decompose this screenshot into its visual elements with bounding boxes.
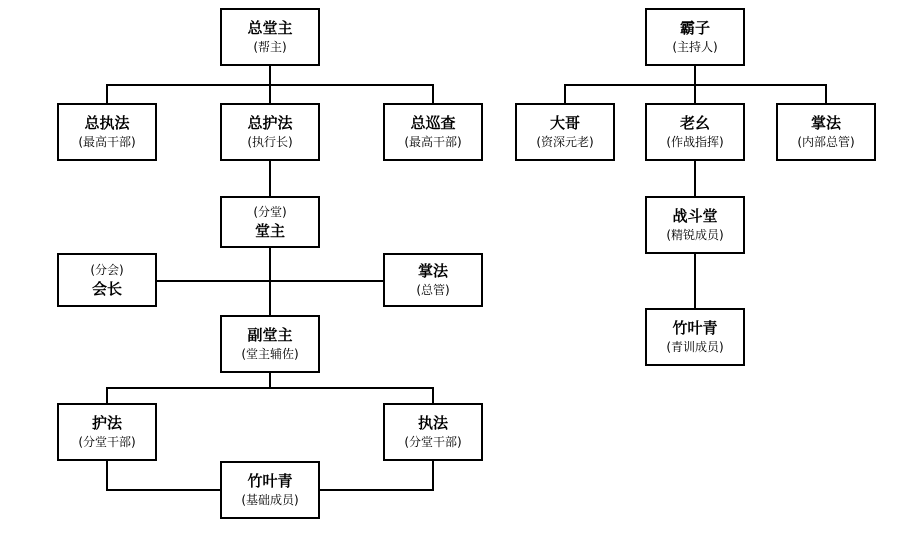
connector-line (694, 161, 696, 196)
node-title: 老幺 (679, 114, 710, 132)
connector-line (694, 254, 696, 308)
node-title: 总执法 (84, 114, 130, 132)
node-zhuyeqing_l[interactable] (220, 461, 320, 519)
node-bazi[interactable] (645, 8, 745, 66)
connector-line (269, 161, 271, 196)
connector-line (564, 84, 566, 103)
node-zhandoutang[interactable] (645, 196, 745, 254)
node-zongzhifa[interactable] (57, 103, 157, 161)
connector-line (269, 66, 271, 84)
node-huizhang[interactable] (57, 253, 157, 307)
node-subtitle: (青训成员) (666, 340, 724, 354)
node-title: 霸子 (679, 19, 710, 37)
connector-line (432, 84, 434, 103)
node-zongxuncha[interactable] (383, 103, 483, 161)
connector-line (106, 387, 108, 404)
node-subtitle: (精锐成员) (666, 228, 724, 242)
node-subtitle: (分堂干部) (404, 435, 462, 449)
connector-line (106, 461, 108, 491)
node-title: (分会) (90, 263, 124, 277)
node-subtitle: (帮主) (253, 40, 287, 54)
node-subtitle: (主持人) (672, 40, 718, 54)
node-subtitle: (堂主辅佐) (241, 347, 299, 361)
node-subtitle: (执行长) (247, 135, 293, 149)
node-title: 掌法 (417, 262, 448, 280)
node-title: 竹叶青 (247, 472, 293, 490)
node-subtitle: (最高干部) (78, 135, 136, 149)
node-title: 护法 (91, 414, 122, 432)
node-title: 执法 (417, 414, 448, 432)
node-title: 战斗堂 (672, 207, 718, 225)
node-zhifa[interactable] (383, 403, 483, 461)
node-title: 总堂主 (247, 19, 293, 37)
connector-line (825, 84, 827, 103)
node-subtitle: (作战指挥) (666, 135, 724, 149)
node-zonghufa[interactable] (220, 103, 320, 161)
connector-line (432, 387, 434, 404)
node-subtitle: 会长 (91, 280, 122, 298)
connector-line (694, 84, 696, 103)
node-title: (分堂) (253, 205, 287, 219)
connector-line (694, 66, 696, 84)
node-title: 总护法 (247, 114, 293, 132)
connector-line (106, 84, 108, 103)
node-title: 大哥 (549, 114, 580, 132)
node-subtitle: (基础成员) (241, 493, 299, 507)
node-title: 竹叶青 (672, 319, 718, 337)
node-subtitle: (内部总管) (797, 135, 855, 149)
node-title: 掌法 (810, 114, 841, 132)
node-zhangfa_left[interactable] (383, 253, 483, 307)
node-tangzhu[interactable] (220, 196, 320, 248)
node-subtitle: (资深元老) (536, 135, 594, 149)
node-zhuyeqing_r[interactable] (645, 308, 745, 366)
node-zongtangzhu[interactable] (220, 8, 320, 66)
node-title: 总巡查 (410, 114, 456, 132)
connector-line (269, 248, 271, 280)
connector-line (269, 373, 271, 387)
connector-line (106, 387, 433, 389)
connector-line (269, 84, 271, 103)
node-dage[interactable] (515, 103, 615, 161)
connector-line (269, 280, 271, 316)
node-subtitle: (总管) (416, 283, 450, 297)
node-hufa[interactable] (57, 403, 157, 461)
node-subtitle: 堂主 (254, 222, 285, 240)
node-subtitle: (最高干部) (404, 135, 462, 149)
node-zhangfa_right[interactable] (776, 103, 876, 161)
node-title: 副堂主 (247, 326, 293, 344)
node-futangzhu[interactable] (220, 315, 320, 373)
node-laoyao[interactable] (645, 103, 745, 161)
connector-line (432, 461, 434, 491)
node-subtitle: (分堂干部) (78, 435, 136, 449)
